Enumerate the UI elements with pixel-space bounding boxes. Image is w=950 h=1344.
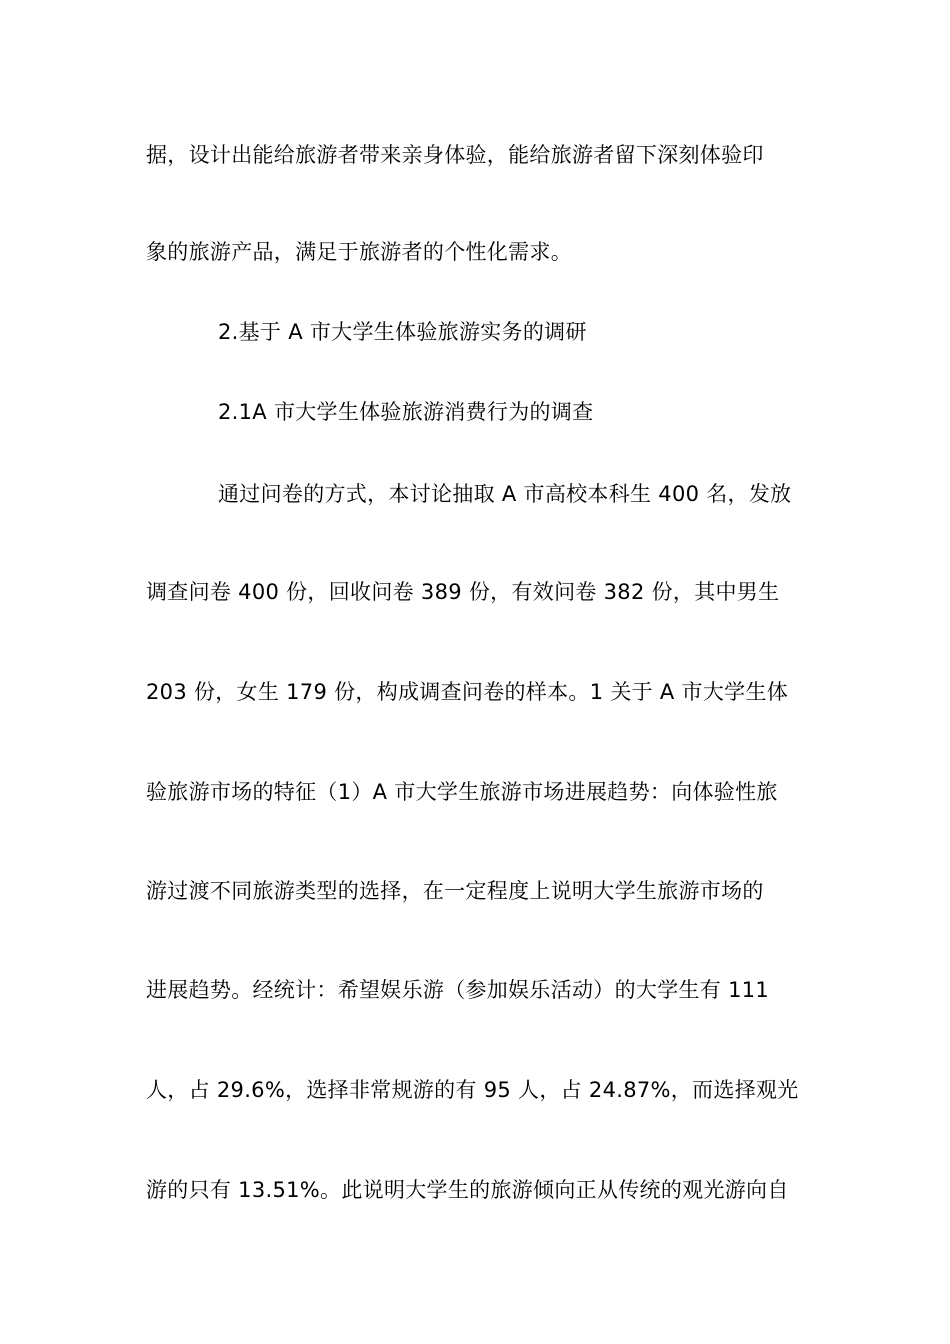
- paragraph-line: 进展趋势。经统计：希望娱乐游（参加娱乐活动）的大学生有 111: [146, 978, 770, 1002]
- paragraph-line: 据，设计出能给旅游者带来亲身体验，能给旅游者留下深刻体验印: [146, 143, 764, 167]
- paragraph-line: 验旅游市场的特征（1）A 市大学生旅游市场进展趋势：向体验性旅: [146, 780, 778, 804]
- subsection-heading: 2.1A 市大学生体验旅游消费行为的调查: [218, 400, 594, 424]
- paragraph-line: 203 份，女生 179 份，构成调查问卷的样本。1 关于 A 市大学生体: [146, 680, 789, 704]
- paragraph-line: 象的旅游产品，满足于旅游者的个性化需求。: [146, 240, 572, 264]
- paragraph-line: 通过问卷的方式，本讨论抽取 A 市高校本科生 400 名，发放: [218, 482, 792, 506]
- paragraph-line: 游过渡不同旅游类型的选择，在一定程度上说明大学生旅游市场的: [146, 879, 764, 903]
- section-heading: 2.基于 A 市大学生体验旅游实务的调研: [218, 320, 587, 344]
- paragraph-line: 人，占 29.6%，选择非常规游的有 95 人，占 24.87%，而选择观光: [146, 1078, 799, 1102]
- paragraph-line: 游的只有 13.51%。此说明大学生的旅游倾向正从传统的观光游向自: [146, 1178, 789, 1202]
- paragraph-line: 调查问卷 400 份，回收问卷 389 份，有效问卷 382 份，其中男生: [146, 580, 780, 604]
